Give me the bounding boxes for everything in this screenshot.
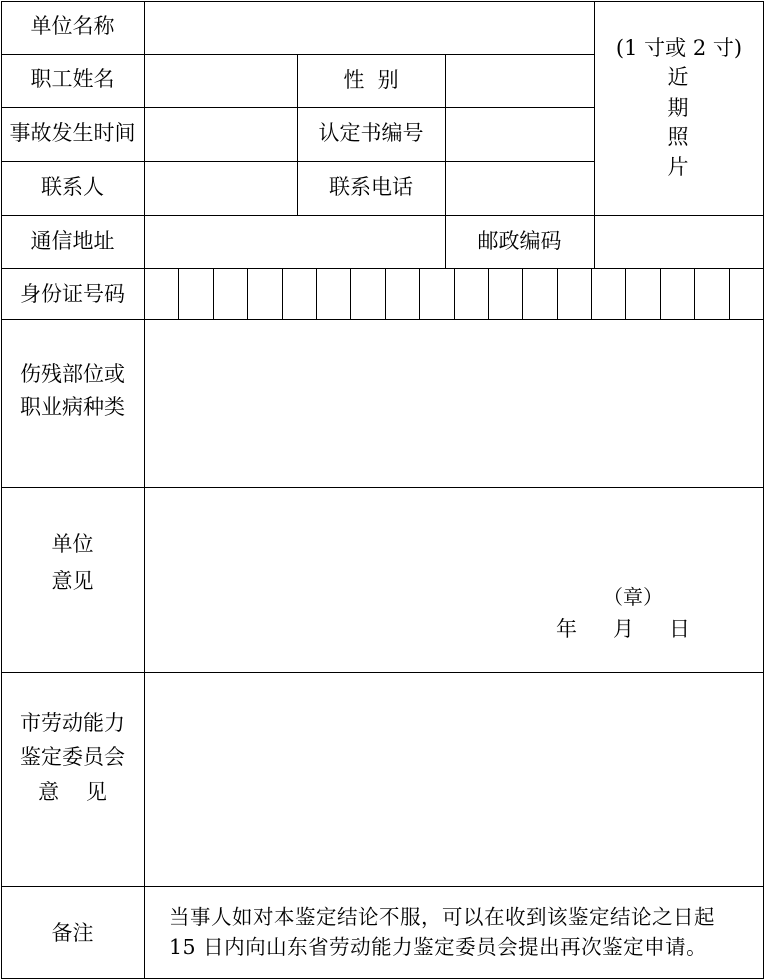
date-month: 月 bbox=[613, 617, 634, 641]
border-bottom bbox=[1, 978, 764, 979]
photo-char-3: 照 bbox=[667, 125, 689, 149]
id-digit-box[interactable] bbox=[558, 269, 591, 319]
row-divider-8 bbox=[1, 672, 764, 673]
id-digit-box[interactable] bbox=[214, 269, 247, 319]
id-box-divider bbox=[591, 268, 592, 319]
id-digit-box[interactable] bbox=[489, 269, 522, 319]
date-day: 日 bbox=[669, 617, 690, 641]
id-digit-box[interactable] bbox=[386, 269, 419, 319]
worker-name-label: 职工姓名 bbox=[30, 67, 115, 91]
border-right bbox=[763, 1, 764, 979]
id-digit-box[interactable] bbox=[695, 269, 728, 319]
accident-time-label: 事故发生时间 bbox=[9, 121, 136, 145]
committee-label-line1: 市劳动能力 bbox=[20, 711, 125, 735]
border-top bbox=[1, 1, 764, 2]
id-digit-box[interactable] bbox=[351, 269, 384, 319]
postcode-field[interactable] bbox=[596, 217, 762, 267]
photo-char-2: 期 bbox=[667, 96, 689, 120]
border-left bbox=[1, 1, 2, 979]
remark-text-line1: 当事人如对本鉴定结论不服，可以在收到该鉴定结论之日起 bbox=[169, 905, 715, 929]
id-digit-box[interactable] bbox=[626, 269, 659, 319]
id-digit-box[interactable] bbox=[420, 269, 453, 319]
date-year: 年 bbox=[556, 617, 577, 641]
committee-opinion-field[interactable] bbox=[146, 674, 762, 885]
row-divider-4 bbox=[1, 215, 764, 216]
unit-opinion-label-line1: 单位 bbox=[51, 532, 94, 556]
id-box-divider bbox=[694, 268, 695, 319]
id-digit-box[interactable] bbox=[523, 269, 556, 319]
unit-name-field[interactable] bbox=[146, 3, 592, 53]
id-box-divider bbox=[454, 268, 455, 319]
remark-text-line2: 15 日内向山东省劳动能力鉴定委员会提出再次鉴定申请。 bbox=[169, 935, 708, 959]
accident-time-field[interactable] bbox=[146, 109, 295, 160]
id-digit-box[interactable] bbox=[145, 269, 178, 319]
row-divider-6 bbox=[1, 319, 764, 320]
injury-label-line2: 职业病种类 bbox=[20, 395, 125, 419]
id-box-divider bbox=[488, 268, 489, 319]
id-box-divider bbox=[729, 268, 730, 319]
address-field[interactable] bbox=[146, 217, 443, 267]
remark-label: 备注 bbox=[51, 921, 94, 945]
id-box-divider bbox=[419, 268, 420, 319]
id-box-divider bbox=[178, 268, 179, 319]
address-label: 通信地址 bbox=[30, 229, 115, 253]
id-box-divider bbox=[350, 268, 351, 319]
photo-char-1: 近 bbox=[667, 65, 689, 89]
gender-label: 性 别 bbox=[343, 68, 399, 92]
cert-number-field[interactable] bbox=[447, 109, 592, 160]
id-box-divider bbox=[316, 268, 317, 319]
cert-number-label: 认定书编号 bbox=[318, 121, 424, 145]
gender-field[interactable] bbox=[447, 56, 592, 106]
id-box-divider bbox=[385, 268, 386, 319]
committee-label-line3: 意 见 bbox=[38, 780, 107, 804]
worker-name-field[interactable] bbox=[146, 56, 295, 106]
id-box-divider bbox=[282, 268, 283, 319]
contact-person-field[interactable] bbox=[146, 163, 295, 214]
contact-phone-label: 联系电话 bbox=[329, 175, 413, 199]
id-digit-box[interactable] bbox=[283, 269, 316, 319]
id-digit-box[interactable] bbox=[661, 269, 694, 319]
id-box-divider bbox=[522, 268, 523, 319]
contact-person-label: 联系人 bbox=[41, 175, 104, 199]
id-digit-box[interactable] bbox=[317, 269, 350, 319]
id-box-divider bbox=[213, 268, 214, 319]
injury-label-line1: 伤残部位或 bbox=[20, 362, 125, 386]
id-digit-box[interactable] bbox=[730, 269, 763, 319]
row-divider-9 bbox=[1, 886, 764, 887]
injury-field[interactable] bbox=[146, 321, 762, 486]
id-box-divider bbox=[625, 268, 626, 319]
id-box-divider bbox=[247, 268, 248, 319]
id-box-divider bbox=[660, 268, 661, 319]
photo-size-note: (1 寸或 2 寸) bbox=[615, 36, 743, 60]
id-box-divider bbox=[557, 268, 558, 319]
id-digit-box[interactable] bbox=[179, 269, 212, 319]
photo-char-4: 片 bbox=[667, 155, 689, 179]
committee-label-line2: 鉴定委员会 bbox=[20, 745, 125, 769]
label-column-divider bbox=[144, 1, 145, 979]
postcode-label: 邮政编码 bbox=[477, 229, 562, 253]
id-number-label: 身份证号码 bbox=[20, 282, 125, 306]
row-divider-7 bbox=[1, 487, 764, 488]
contact-phone-field[interactable] bbox=[447, 163, 592, 214]
id-digit-box[interactable] bbox=[455, 269, 488, 319]
id-digit-box[interactable] bbox=[248, 269, 281, 319]
unit-name-label: 单位名称 bbox=[30, 14, 115, 38]
unit-opinion-label-line2: 意见 bbox=[51, 569, 94, 593]
id-digit-box[interactable] bbox=[592, 269, 625, 319]
seal-mark: （章） bbox=[603, 585, 663, 609]
unit-opinion-field[interactable] bbox=[146, 489, 762, 589]
